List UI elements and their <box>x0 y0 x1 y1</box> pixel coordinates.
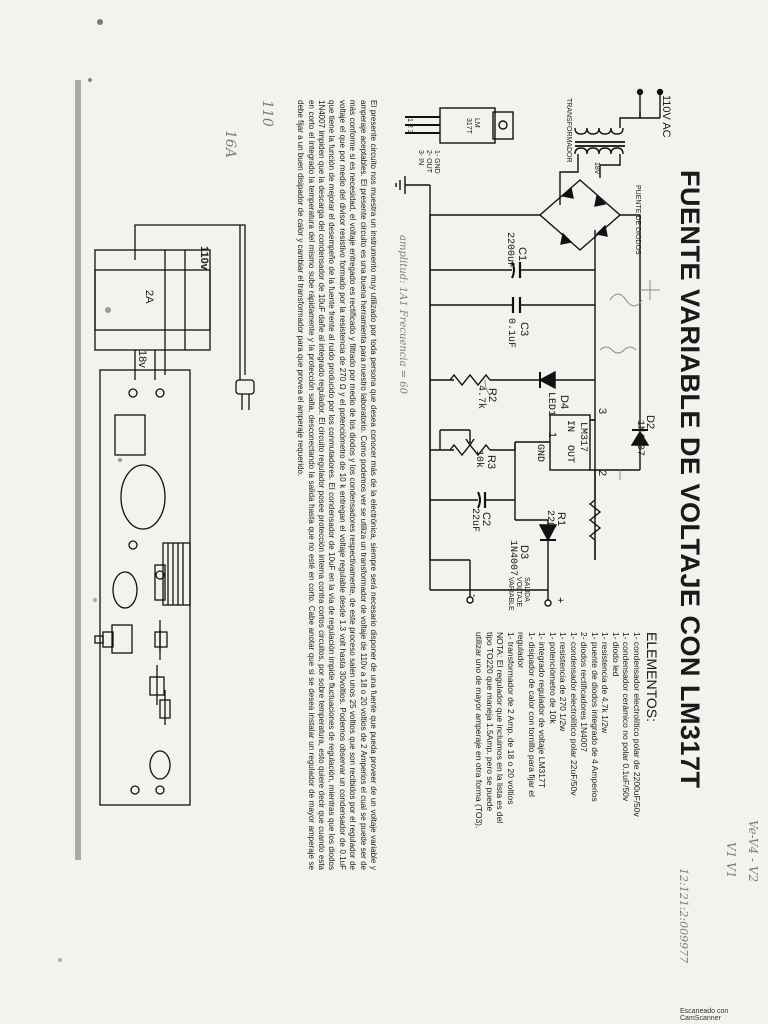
r2-name: R2 <box>486 388 498 403</box>
output-plus: + <box>554 597 566 604</box>
bridge-label: PUENTE DE DIODOS <box>634 185 641 255</box>
element-item: 1- diodo led <box>611 632 621 677</box>
document-title: FUENTE VARIABLE DE VOLTAJE CON LM317T <box>675 170 705 789</box>
capacitor-c3 <box>430 297 595 313</box>
element-item: 2- diodos rectificadores 1N4007 <box>579 632 590 753</box>
handwritten-note-1: Ve-V4 - V2 <box>746 820 760 883</box>
c1-name: C1 <box>516 247 528 262</box>
r1-name: R1 <box>555 512 567 527</box>
layout-sec-label: 18v <box>136 350 148 368</box>
package-legend: 1- GND 2- OUT 3- IN <box>417 150 440 174</box>
r3-value: 10k <box>473 450 484 469</box>
r2-value: 4.7k <box>475 385 486 410</box>
lm317-in: IN <box>564 420 575 433</box>
elements-note: NOTA: El regulador que incluimos en la lista es del tipo TO220 que maneja 1.5Amp. pero se puede utilizar uno de mayor amperaje en otra forma (TO3). <box>474 632 506 829</box>
output-label: SALIDA VOLTAJE VARIABLE <box>507 577 530 611</box>
description-paragraph: El presente circuito nos muestra un instrumento muy utilizado por toda persona que desea conocer más de la electrónica, siempre será necesario disponer de una fuente que pueda proveer de un voltaje variable y amperaje aceptables. El presente circuito es una buena herramienta para nuestro laboratorio. Como podemos ver se utiliza un transformador de voltaje de 110v a 18 o 20 voltios de 2 Amperios el cual se puede ser de más conforme si es necesidad, el voltaje entregado es rectificado y filtrado por medio de los diodos y los condensadores respectivamente, de este proceso salen unos 25 voltios que son recibidos por el regulador de voltaje el que por medio del divisor resistivo formado por la resistencia de 270 Ω y el potenciómetro de 10 k entregan el voltaje regulable desde 1.3 volt hasta 30voltios. Podemos observar un condensador de 0.1uF que tiene la función de mejorar el desempeño de la fuente frente al ruido producido por los conmutadores. El condensador de 10uF en la vía de regulación impide fluctuaciones de regulación, mientras que los diodos 1N4007 impiden que la descarga del condensador de 10uF dañe al integrado regulador. El circuito regulador posee protección interna contra cortos circuitos, por sobre temperatura, esto quiere decir que cuando esta en corto el integrado la temperatura del mismo sube rápidamente y la protección salta, desconectando la salida hasta que no esté en corto. Cabe anotar que si se desea instalar un regulador de mayor amperaje se debe fijar a un buen disipador de calor y cambiar el transformador para que provea el amperaje requerido. <box>296 100 378 870</box>
r3-name: R3 <box>485 455 497 470</box>
package-pins: 1 2 3 <box>406 118 413 134</box>
element-item: 1- resistencia de 270 1/2w <box>558 632 569 732</box>
handwritten-note-2: V1 V1 <box>724 842 738 879</box>
lm317-gnd: GND <box>534 444 545 463</box>
capacitor-c2 <box>430 492 515 508</box>
d3-value: 1N4007 <box>507 540 518 577</box>
r1-value: 220 <box>544 510 555 529</box>
d2-value: 1N4007 <box>634 420 645 457</box>
circuit-board <box>95 370 190 805</box>
d3-name: D3 <box>518 545 530 560</box>
element-item: 1- potenciómetro de 10k <box>548 632 558 724</box>
transformer-label: TRANSFORMADOR <box>565 98 572 163</box>
scan-artifacts <box>58 19 122 962</box>
input-voltage-label: 110V AC <box>660 95 672 138</box>
package-name: LM 317T <box>465 118 480 134</box>
plug <box>236 380 254 394</box>
handwritten-note-3: 12:121:2:009977 <box>677 868 690 964</box>
led-d4-and-r2 <box>430 372 595 388</box>
handwritten-note-5: 16A <box>222 130 238 158</box>
handwritten-note-6: amplitud: 1A1 Frecuencia = 60 <box>397 235 408 395</box>
d2-name: D2 <box>644 415 656 430</box>
secondary-voltage-label: 18V <box>593 162 600 175</box>
element-item: 1- condensador electrolítico polar 22uF/50v <box>569 632 579 796</box>
pin-2-label: 2 <box>596 470 608 477</box>
c2-value: 22uF <box>469 508 480 533</box>
elements-section <box>474 632 660 832</box>
layout-drawing <box>95 225 254 805</box>
layout-trafo-label: 2A <box>143 290 155 304</box>
element-item: 1- disipador de calor con tornillo para fijar el regulador <box>516 632 537 797</box>
c3-value: 0.1uF <box>505 318 516 349</box>
element-item: 1- transformador de 2 Amp. de 18 o 20 voltios <box>506 632 516 805</box>
output-terminals <box>430 560 551 606</box>
element-item: 1- condensador cerámico no polar 0.1uF/50v <box>621 632 632 802</box>
lm317t-package <box>405 108 513 143</box>
pin-3-label: 3 <box>596 408 608 415</box>
layout-ac-label: 110v <box>198 246 210 270</box>
element-item: 1- resistencia de 4.7k 1/2w <box>600 632 611 734</box>
handwritten-note-4: 110 <box>259 100 275 127</box>
pin-1-label: 1 <box>546 432 558 439</box>
c1-value: 2200uF <box>504 232 515 269</box>
element-item: 1- integrado regulador de voltaje LM317T <box>537 632 548 788</box>
elements-title: ELEMENTOS: <box>644 632 660 722</box>
output-minus: - <box>468 594 480 598</box>
c2-name: C2 <box>480 512 492 527</box>
lm317-label: LM317 <box>577 422 588 453</box>
bridge-rectifier <box>540 180 620 250</box>
elements-list <box>506 632 643 832</box>
d4-name: D4 <box>558 395 570 410</box>
secondary-winding <box>575 148 623 154</box>
scanner-footer: Escaneado con CamScanner <box>680 1008 729 1022</box>
primary-winding <box>575 128 623 134</box>
element-item: 1- condensador electrolítico polar de 2200uF/50v <box>632 632 642 817</box>
resistor-r1 <box>515 442 600 560</box>
c3-name: C3 <box>518 322 530 337</box>
element-item: 1- puente de diodos integrado de 4 Amperios <box>590 632 600 802</box>
d4-value: LED1 <box>545 392 556 417</box>
lm317-out: OUT <box>564 445 575 464</box>
